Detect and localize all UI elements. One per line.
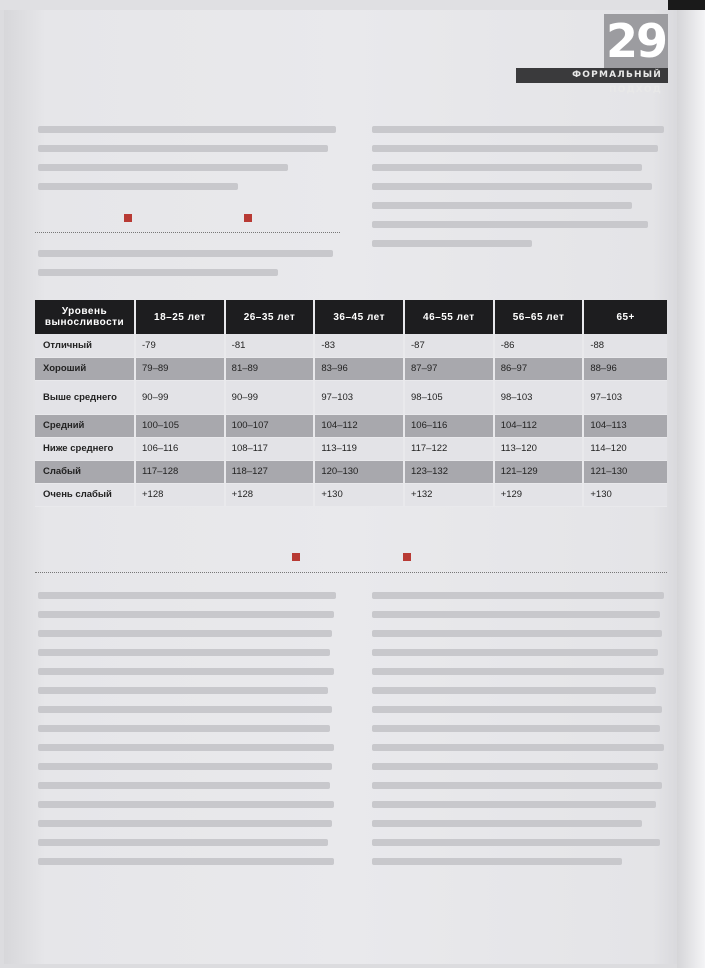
- text-column-left-bottom: [38, 592, 338, 877]
- table-cell: 83–96: [314, 357, 404, 380]
- table-cell: +128: [135, 483, 225, 506]
- table-cell: 118–127: [225, 460, 315, 483]
- row-label: Слабый: [35, 460, 135, 483]
- table-header-row: [35, 300, 667, 334]
- section-marker-left-2: [292, 553, 300, 561]
- table-cell: 98–105: [404, 380, 494, 414]
- table-cell: 114–120: [583, 437, 667, 460]
- table-row: [35, 380, 667, 414]
- column-header: 26–35 лет: [225, 300, 315, 334]
- table-cell: -83: [314, 334, 404, 357]
- row-label: Отличный: [35, 334, 135, 357]
- table-cell: +130: [583, 483, 667, 506]
- table-cell: -81: [225, 334, 315, 357]
- table-row: [35, 483, 667, 506]
- table-cell: 120–130: [314, 460, 404, 483]
- section-title: ФОРМАЛЬНЫЙ ПОДХОД: [516, 68, 668, 83]
- column-header: 18–25 лет: [135, 300, 225, 334]
- section-marker-right: [244, 214, 252, 222]
- table-cell: 108–117: [225, 437, 315, 460]
- table-cell: 104–112: [314, 414, 404, 437]
- table-cell: 121–129: [494, 460, 584, 483]
- table-cell: 97–103: [583, 380, 667, 414]
- column-header: 46–55 лет: [404, 300, 494, 334]
- table-row: [35, 357, 667, 380]
- text-column-right-bottom: [372, 592, 668, 877]
- table-cell: +132: [404, 483, 494, 506]
- section-divider: [35, 232, 340, 233]
- table-cell: 121–130: [583, 460, 667, 483]
- table-cell: 90–99: [225, 380, 315, 414]
- text-column-right-top: [372, 126, 668, 259]
- table-row: [35, 460, 667, 483]
- table-cell: 87–97: [404, 357, 494, 380]
- table-cell: 100–107: [225, 414, 315, 437]
- endurance-table: [35, 300, 667, 507]
- column-header: 56–65 лет: [494, 300, 584, 334]
- table-cell: -87: [404, 334, 494, 357]
- table-cell: 106–116: [135, 437, 225, 460]
- table-cell: 117–128: [135, 460, 225, 483]
- table-cell: 106–116: [404, 414, 494, 437]
- row-label: Хороший: [35, 357, 135, 380]
- row-label: Ниже среднего: [35, 437, 135, 460]
- table-caption: [38, 250, 338, 288]
- column-header: 65+: [583, 300, 667, 334]
- table-cell: -88: [583, 334, 667, 357]
- table-row: [35, 334, 667, 357]
- table-cell: +129: [494, 483, 584, 506]
- table-cell: 86–97: [494, 357, 584, 380]
- row-label: Очень слабый: [35, 483, 135, 506]
- table-cell: 104–112: [494, 414, 584, 437]
- table-row: [35, 437, 667, 460]
- row-label: Средний: [35, 414, 135, 437]
- table-cell: 97–103: [314, 380, 404, 414]
- page-edge: [677, 0, 705, 968]
- table-cell: -86: [494, 334, 584, 357]
- table-cell: 98–103: [494, 380, 584, 414]
- table-cell: 104–113: [583, 414, 667, 437]
- row-label: Выше среднего: [35, 380, 135, 414]
- section-marker-right-2: [403, 553, 411, 561]
- page-number: 29: [605, 14, 666, 68]
- table-cell: 117–122: [404, 437, 494, 460]
- table-cell: 88–96: [583, 357, 667, 380]
- column-header: 36–45 лет: [314, 300, 404, 334]
- table-cell: -79: [135, 334, 225, 357]
- column-header: Уровень выносливости: [35, 300, 135, 334]
- table-cell: 113–120: [494, 437, 584, 460]
- top-bar-light: [0, 0, 668, 10]
- table-cell: 79–89: [135, 357, 225, 380]
- table-cell: 113–119: [314, 437, 404, 460]
- table-cell: 100–105: [135, 414, 225, 437]
- table-cell: 90–99: [135, 380, 225, 414]
- table-row: [35, 414, 667, 437]
- section-divider-2: [35, 572, 667, 573]
- section-marker-left: [124, 214, 132, 222]
- text-column-left-top: [38, 126, 338, 202]
- table-cell: 123–132: [404, 460, 494, 483]
- table-cell: 81–89: [225, 357, 315, 380]
- table-cell: +130: [314, 483, 404, 506]
- table-cell: +128: [225, 483, 315, 506]
